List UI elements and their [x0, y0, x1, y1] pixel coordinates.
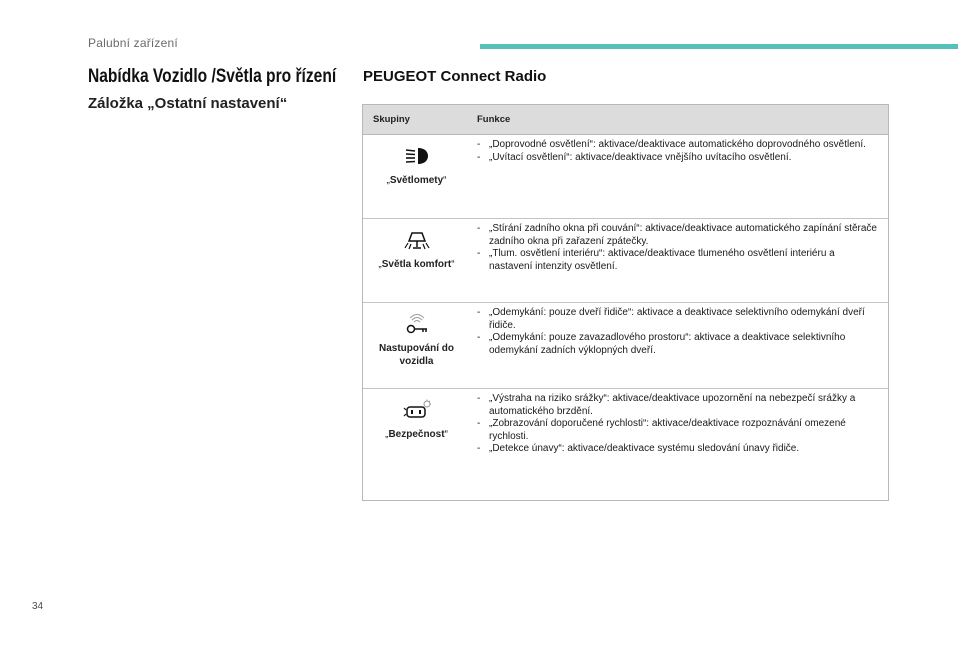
- group-label: „Světla komfort“: [378, 259, 455, 270]
- table-row: [363, 389, 888, 500]
- group-cell: [363, 135, 470, 218]
- settings-table: [362, 104, 889, 501]
- list-item: - „Uvítací osvětlení“: aktivace/deaktivace vnějšího uvítacího osvětlení.: [477, 151, 792, 163]
- table-header: [363, 105, 888, 135]
- key-signal-icon: [403, 313, 431, 335]
- radio-heading: PEUGEOT Connect Radio: [363, 68, 547, 85]
- function-cell: [470, 219, 888, 302]
- headlamp-icon: [403, 145, 431, 167]
- group-label: „Bezpečnost“: [385, 429, 448, 440]
- list-item: - „Tlum. osvětlení interiéru“: aktivace/deaktivace tlumeného osvětlení interiéru a nastavení intenzity osvětlení.: [477, 248, 835, 272]
- function-cell: [470, 303, 888, 388]
- list-item: - „Detekce únavy“: aktivace/deaktivace systému sledování únavy řidiče.: [477, 443, 800, 454]
- column-header-functions: Funkce: [477, 114, 511, 125]
- list-item: - „Odemykání: pouze dveří řidiče“: aktivace a deaktivace selektivního odemykání dveří řidiče.: [477, 307, 865, 331]
- page-heading: Nabídka Vozidlo /Světla pro řízení: [88, 66, 337, 87]
- table-row: [363, 135, 888, 219]
- function-cell: [470, 389, 888, 500]
- interior-lamp-icon: [403, 229, 431, 251]
- group-cell: [363, 389, 470, 500]
- safety-car-icon: [403, 399, 431, 421]
- list-item: - „Doprovodné osvětlení“: aktivace/deaktivace automatického doprovodného osvětlení.: [477, 139, 866, 150]
- page-number: 34: [32, 601, 44, 612]
- tab-subheading: Záložka „Ostatní nastavení“: [88, 95, 288, 112]
- function-cell: [470, 135, 888, 218]
- group-label: Nastupování do vozidla: [378, 343, 454, 367]
- column-header-groups: Skupiny: [373, 114, 410, 125]
- list-item: - „Odemykání: pouze zavazadlového prostoru“: aktivace a deaktivace selektivního odemykání zadních výklopných dveří.: [477, 332, 846, 356]
- section-title: Palubní zařízení: [88, 36, 178, 50]
- list-item: - „Výstraha na riziko srážky“: aktivace/deaktivace upozornění na nebezpečí srážky a automatického brzdění.: [477, 393, 856, 417]
- group-cell: [363, 303, 470, 388]
- list-item: - „Zobrazování doporučené rychlosti“: aktivace/deaktivace rozpoznávání omezené rychlosti.: [477, 418, 846, 442]
- table-row: [363, 219, 888, 303]
- list-item: - „Stírání zadního okna při couvání“: aktivace/deaktivace automatického zapínání stěrače zadního okna při zařazení zpátečky.: [477, 223, 877, 247]
- group-cell: [363, 219, 470, 302]
- table-row: [363, 303, 888, 389]
- group-label: „Světlomety“: [386, 175, 447, 186]
- accent-bar: [480, 44, 958, 49]
